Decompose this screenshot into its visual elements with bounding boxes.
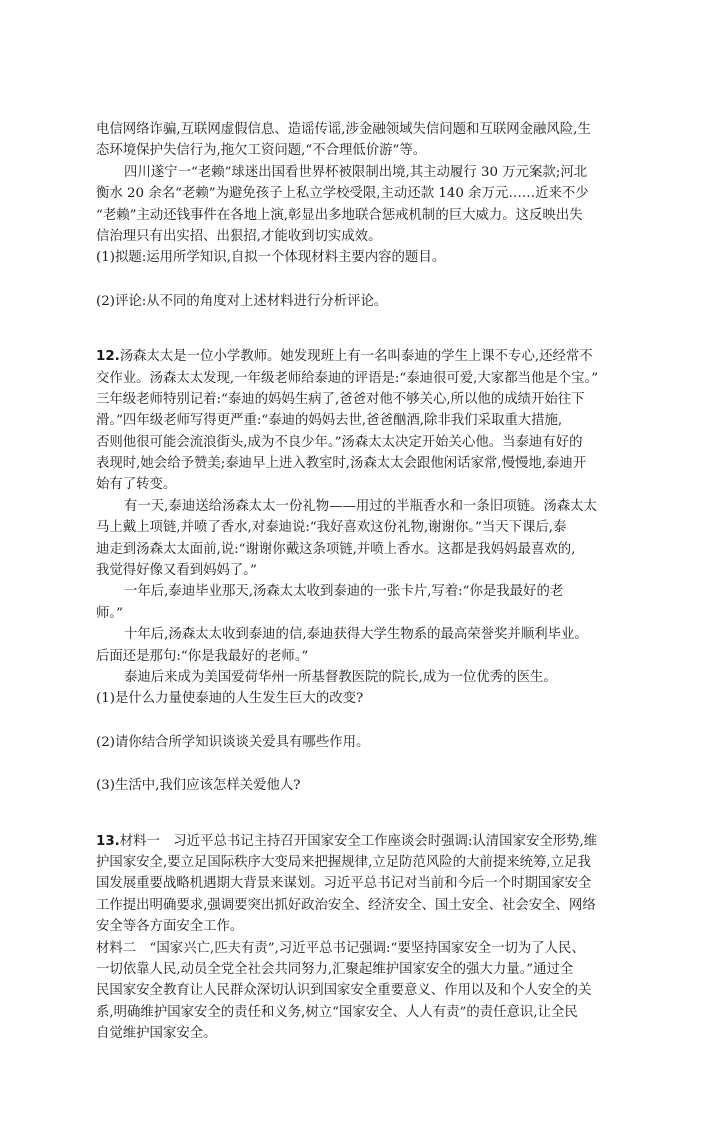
text-line: 国发展重要战略机遇期大背景来谋划。习近平总书记对当前和今后一个时期国家安全: [96, 876, 592, 892]
text-span: 材料一 习近平总书记主持召开国家安全工作座谈会时强调:认清国家安全形势,维: [119, 833, 598, 849]
q13: [96, 831, 636, 1045]
text-line: 交作业。汤森太太发现,一年级老师给泰迪的评语是:“泰迪很可爱,大家都当他是个宝。”: [96, 370, 599, 386]
page-content: [96, 119, 636, 1044]
text-line: 有一天,泰迪送给汤森太太一份礼物——用过的半瓶香水和一条旧项链。汤森太太: [124, 498, 597, 514]
text-line: 师。”: [96, 605, 123, 621]
question-number: 12.: [96, 349, 120, 365]
text-line: 十年后,汤森太太收到泰迪的信,泰迪获得大学生物系的最高荣誉奖并顺利毕业。: [124, 627, 588, 643]
answer-space: [96, 797, 636, 819]
text-line: 电信网络诈骗,互联网虚假信息、造谣传谣,涉金融领域失信问题和互联网金融风险,生: [96, 122, 591, 137]
text-line: “老赖”主动还钱事件在各地上演,彰显出多地联合惩戒机制的巨大威力。这反映出失: [96, 207, 583, 223]
text-line: 衡水 20 余名“老赖”为避免孩子上私立学校受限,主动还款 140 余万元……近来不少: [96, 186, 589, 202]
text-line: 一年后,泰迪毕业那天,汤森太太收到泰迪的一张卡片,写着:“你是我最好的老: [124, 584, 564, 600]
answer-space: [96, 753, 636, 775]
text-line: 马上戴上项链,并喷了香水,对泰迪说:“我好喜欢这份礼物,谢谢你。”当天下课后,泰: [96, 520, 567, 536]
answer-space: [96, 269, 636, 291]
answer-space: [96, 312, 636, 334]
text-line: 泰迪后来成为美国爱荷华州一所基督教医院的院长,成为一位优秀的医生。: [124, 669, 557, 685]
question-number: 13.: [96, 833, 120, 849]
q12: [96, 346, 636, 796]
text-line: 民国家安全教育让人民群众深切认识到国家安全重要意义、作用以及和个人安全的关: [96, 983, 592, 999]
text-line: 始有了转变。: [96, 477, 177, 493]
text-line: 滑。”四年级老师写得更严重:“泰迪的妈妈去世,爸爸酗酒,除非我们采取重大措施,: [96, 413, 563, 429]
text-line: 表现时,她会给予赞美;泰迪早上进入教室时,汤森太太会跟他闲话家常,慢慢地,泰迪开: [96, 456, 587, 472]
q12-sub-question-2: (2)请你结合所学知识谈谈关爱具有哪些作用。: [96, 734, 370, 750]
text-line: 迪走到汤森太太面前,说:“谢谢你戴这条项链,并喷上香水。这都是我妈妈最喜欢的,: [96, 541, 576, 557]
q12-sub-question-1: (1)是什么力量使泰迪的人生发生巨大的改变?: [96, 691, 364, 707]
text-line: 护国家安全,要立足国际秩序大变局来把握规律,立足防范风险的大前提来统筹,立足我: [96, 854, 591, 870]
q11-sub-question-1: (1)拟题:运用所学知识,自拟一个体现材料主要内容的题目。: [96, 250, 446, 266]
text-line: 一切依靠人民,动员全党全社会共同努力,汇聚起维护国家安全的强大力量。”通过全: [96, 961, 574, 977]
text-line: 自觉维护国家安全。: [96, 1026, 217, 1042]
answer-space: [96, 819, 636, 831]
text-span: 汤森太太是一位小学教师。她发现班上有一名叫泰迪的学生上课不专心,还经常不: [119, 349, 593, 365]
text-line: 四川遂宁一“老赖”球迷出国看世界杯被限制出境,其主动履行 30 万元案款;河北: [124, 164, 588, 180]
text-line: [96, 346, 636, 367]
text-line: 信治理只有出实招、出狠招,才能收到切实成效。: [96, 228, 382, 244]
text-line: 系,明确维护国家安全的责任和义务,树立“国家安全、人人有责”的责任意识,让全民: [96, 1004, 578, 1020]
text-line: 安全等各方面安全工作。: [96, 919, 244, 935]
text-line: 否则他很可能会流浪街头,成为不良少年。”汤森太太决定开始关心他。当泰迪有好的: [96, 434, 583, 450]
q11-sub-question-2: (2)评论:从不同的角度对上述材料进行分析评论。: [96, 293, 388, 309]
answer-space: [96, 710, 636, 732]
text-line: 我觉得好像又看到妈妈了。”: [96, 563, 257, 579]
q12-sub-question-3: (3)生活中,我们应该怎样关爱他人?: [96, 778, 301, 794]
text-line: 工作提出明确要求,强调要突出抓好政治安全、经济安全、国土安全、社会安全、网络: [96, 897, 596, 913]
q11-material: [96, 119, 636, 312]
text-line: 材料二 “国家兴亡,匹夫有责”,习近平总书记强调:“要坚持国家安全一切为了人民、: [96, 940, 585, 956]
text-line: 态环境保护失信行为,拖欠工资问题,“不合理低价游”等。: [96, 143, 427, 159]
text-line: 后面还是那句:“你是我最好的老师。”: [96, 648, 309, 664]
text-line: [96, 831, 636, 852]
text-line: 三年级老师特别记着:“泰迪的妈妈生病了,爸爸对他不够关心,所以他的成绩开始往下: [96, 391, 585, 407]
answer-space: [96, 334, 636, 346]
